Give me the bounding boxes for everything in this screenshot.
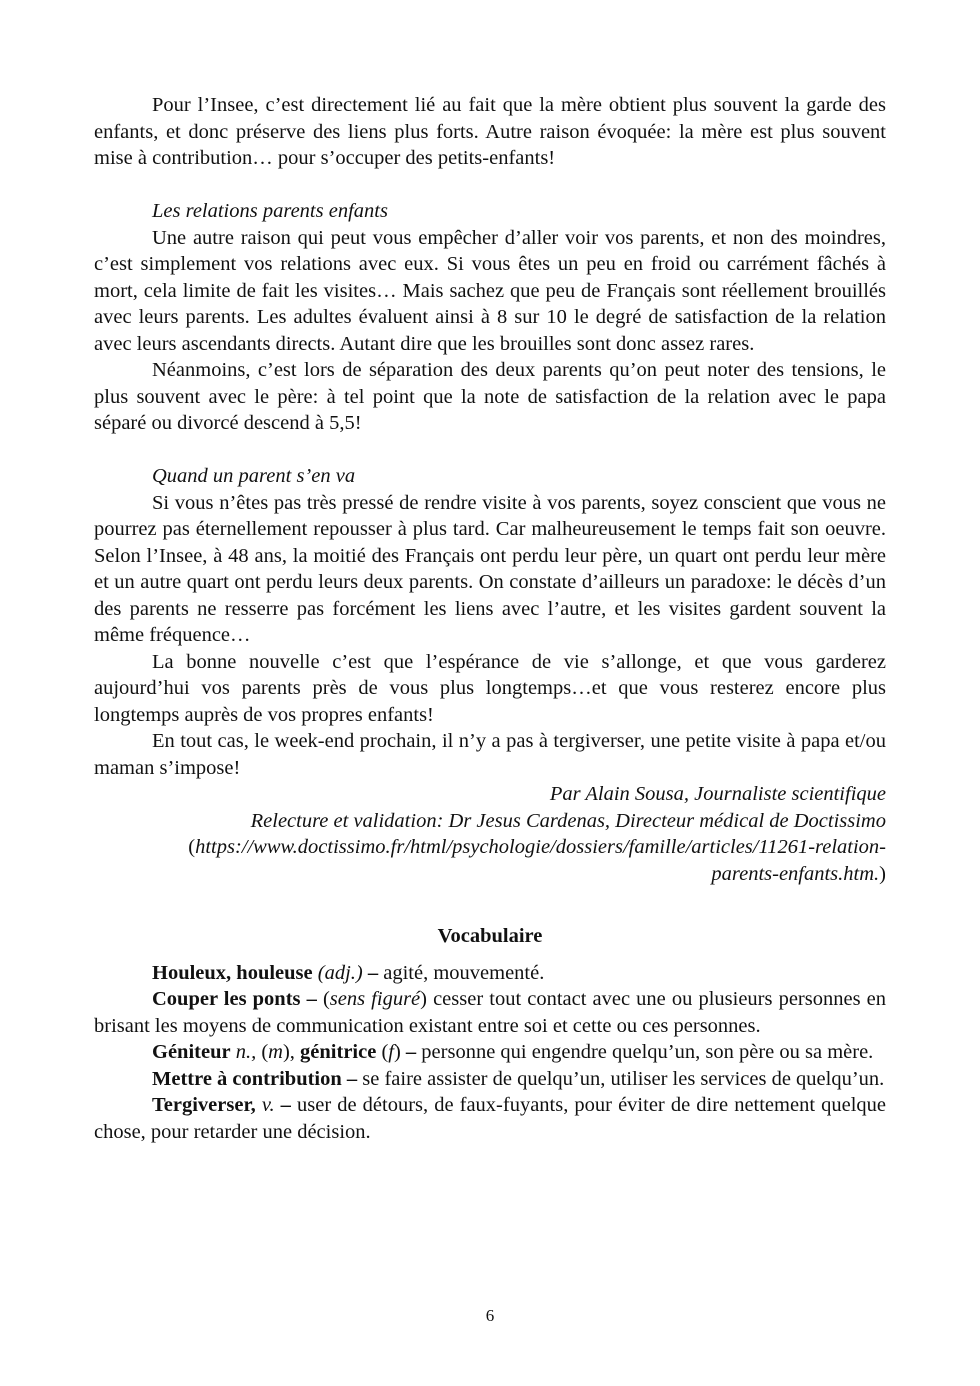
section-heading-parent-s-en-va: Quand un parent s’en va [152, 465, 356, 487]
vocab-entry-mettre-a-contribution [94, 1066, 886, 1093]
vocab-definition: user de détours, de faux-fuyants, pour éviter de dire nettement quelque chose, pour retarder une décision. [94, 1094, 886, 1143]
vocab-close-paren: ) [420, 988, 434, 1010]
vocab-grammar: n., [230, 1041, 262, 1063]
vocab-entry-geniteur [94, 1039, 886, 1066]
vocab-definition: cesser tout contact avec une ou plusieurs personnes en brisant les moyens de communication existant entre soi et cette ou ces personnes. [94, 988, 886, 1037]
spacer [94, 172, 886, 199]
paragraph-relations: Une autre raison qui peut vous empêcher d’aller voir vos parents, et non des moindres, c’est simplement vos relations avec eux. Si vous êtes un peu en froid ou carrément fâchés à mort, cela limite de fait les visites… Mais sachez que peu de Français sont réellement brouillés avec leurs parents. Les adultes évaluent ainsi à 8 sur 10 le degré de satisfaction de la relation avec leurs ascendants directs. Autant dire que les brouilles sont donc assez rares. [94, 226, 886, 355]
vocab-paren: ), [282, 1041, 301, 1063]
vocab-paren: ) [393, 1041, 406, 1063]
vocab-term: Houleux, houleuse [152, 961, 313, 984]
source-open-paren: ( [188, 836, 196, 858]
paragraph-week-end: En tout cas, le week-end prochain, il n’y a pas à tergiverser, une petite visite à papa et/ou maman s’impose! [94, 730, 886, 779]
vocab-definition: agité, mouvementé. [383, 961, 545, 984]
vocab-grammar: v. [255, 1094, 275, 1116]
document-page [94, 92, 886, 1145]
vocab-dash: – [274, 1094, 297, 1116]
author-credit: Par Alain Sousa, Journaliste scientifique [549, 783, 886, 805]
vocab-term: Géniteur [152, 1041, 231, 1063]
vocab-paren: ( [261, 1041, 269, 1063]
paragraph-bonne-nouvelle: La bonne nouvelle c’est que l’espérance de vie s’allonge, et que vous garderez aujourd’hui vos parents près de vous plus longtemps…et que vous resterez encore plus longtemps auprès de vos propres enfants! [94, 650, 886, 726]
vocab-paren: ( [376, 1041, 389, 1063]
vocab-dash: – [362, 961, 384, 984]
page-number: 6 [485, 1306, 495, 1325]
vocab-term: Mettre à contribution – [152, 1067, 358, 1090]
vocab-definition: personne qui engendre quelqu’un, son père ou sa mère. [421, 1041, 874, 1063]
vocabulary-title: Vocabulaire [437, 925, 543, 947]
section-heading-relations: Les relations parents enfants [152, 200, 388, 222]
source-close-paren: ) [879, 862, 886, 885]
vocab-definition: se faire assister de quelqu’un, utiliser les services de quelqu’un. [357, 1067, 885, 1090]
vocab-grammar: (adj.) [317, 961, 363, 984]
vocab-entry-houleux [94, 960, 886, 987]
vocab-term: génitrice [300, 1041, 377, 1063]
vocab-entry-tergiverser [94, 1092, 886, 1145]
source-link[interactable]: https://www.doctissimo.fr/html/psychologie/dossiers/famille/articles/11261-relation-parents-enfants.htm. [195, 836, 886, 885]
paragraph-separation: Néanmoins, c’est lors de séparation des deux parents qu’on peut noter des tensions, le plus souvent avec le père: à tel point que la note de satisfaction de la relation avec le papa séparé ou divorcé descend à 5,5! [94, 359, 886, 434]
vocab-entry-couper-les-ponts [94, 986, 886, 1039]
paragraph-insee-garde: Pour l’Insee, c’est directement lié au fait que la mère obtient plus souvent la garde des enfants, et donc préserve des liens plus forts. Autre raison évoquée: la mère est plus souvent mise à contribution… pour s’occuper des petits-enfants! [94, 94, 886, 169]
vocab-grammar: sens figuré [329, 988, 421, 1010]
vocab-term: Tergiverser, [152, 1094, 256, 1116]
vocab-dash: – [405, 1041, 422, 1063]
spacer [94, 437, 886, 464]
vocab-term: Couper les ponts – [152, 988, 317, 1010]
vocab-grammar: f [388, 1041, 394, 1063]
paragraph-visite: Si vous n’êtes pas très pressé de rendre visite à vos parents, soyez conscient que vous ne pourrez pas éternellement repousser à plus tard. Car malheureusement le temps fait son oeuvre. Selon l’Insee, à 48 ans, la moitié des Français ont perdu leur père, un quart ont perdu leur mère et un autre quart ont perdu leurs deux parents. On constate d’ailleurs un paradoxe: le décès d’un des parents ne resserre pas forcément les liens avec l’autre, et les visites gardent souvent la même fréquence… [94, 491, 886, 646]
spacer [94, 887, 886, 923]
vocab-open-paren: ( [316, 988, 330, 1010]
vocab-grammar: m [268, 1041, 283, 1063]
review-credit: Relecture et validation: Dr Jesus Cardenas, Directeur médical de Doctissimo [250, 809, 886, 832]
source-citation [94, 834, 886, 887]
